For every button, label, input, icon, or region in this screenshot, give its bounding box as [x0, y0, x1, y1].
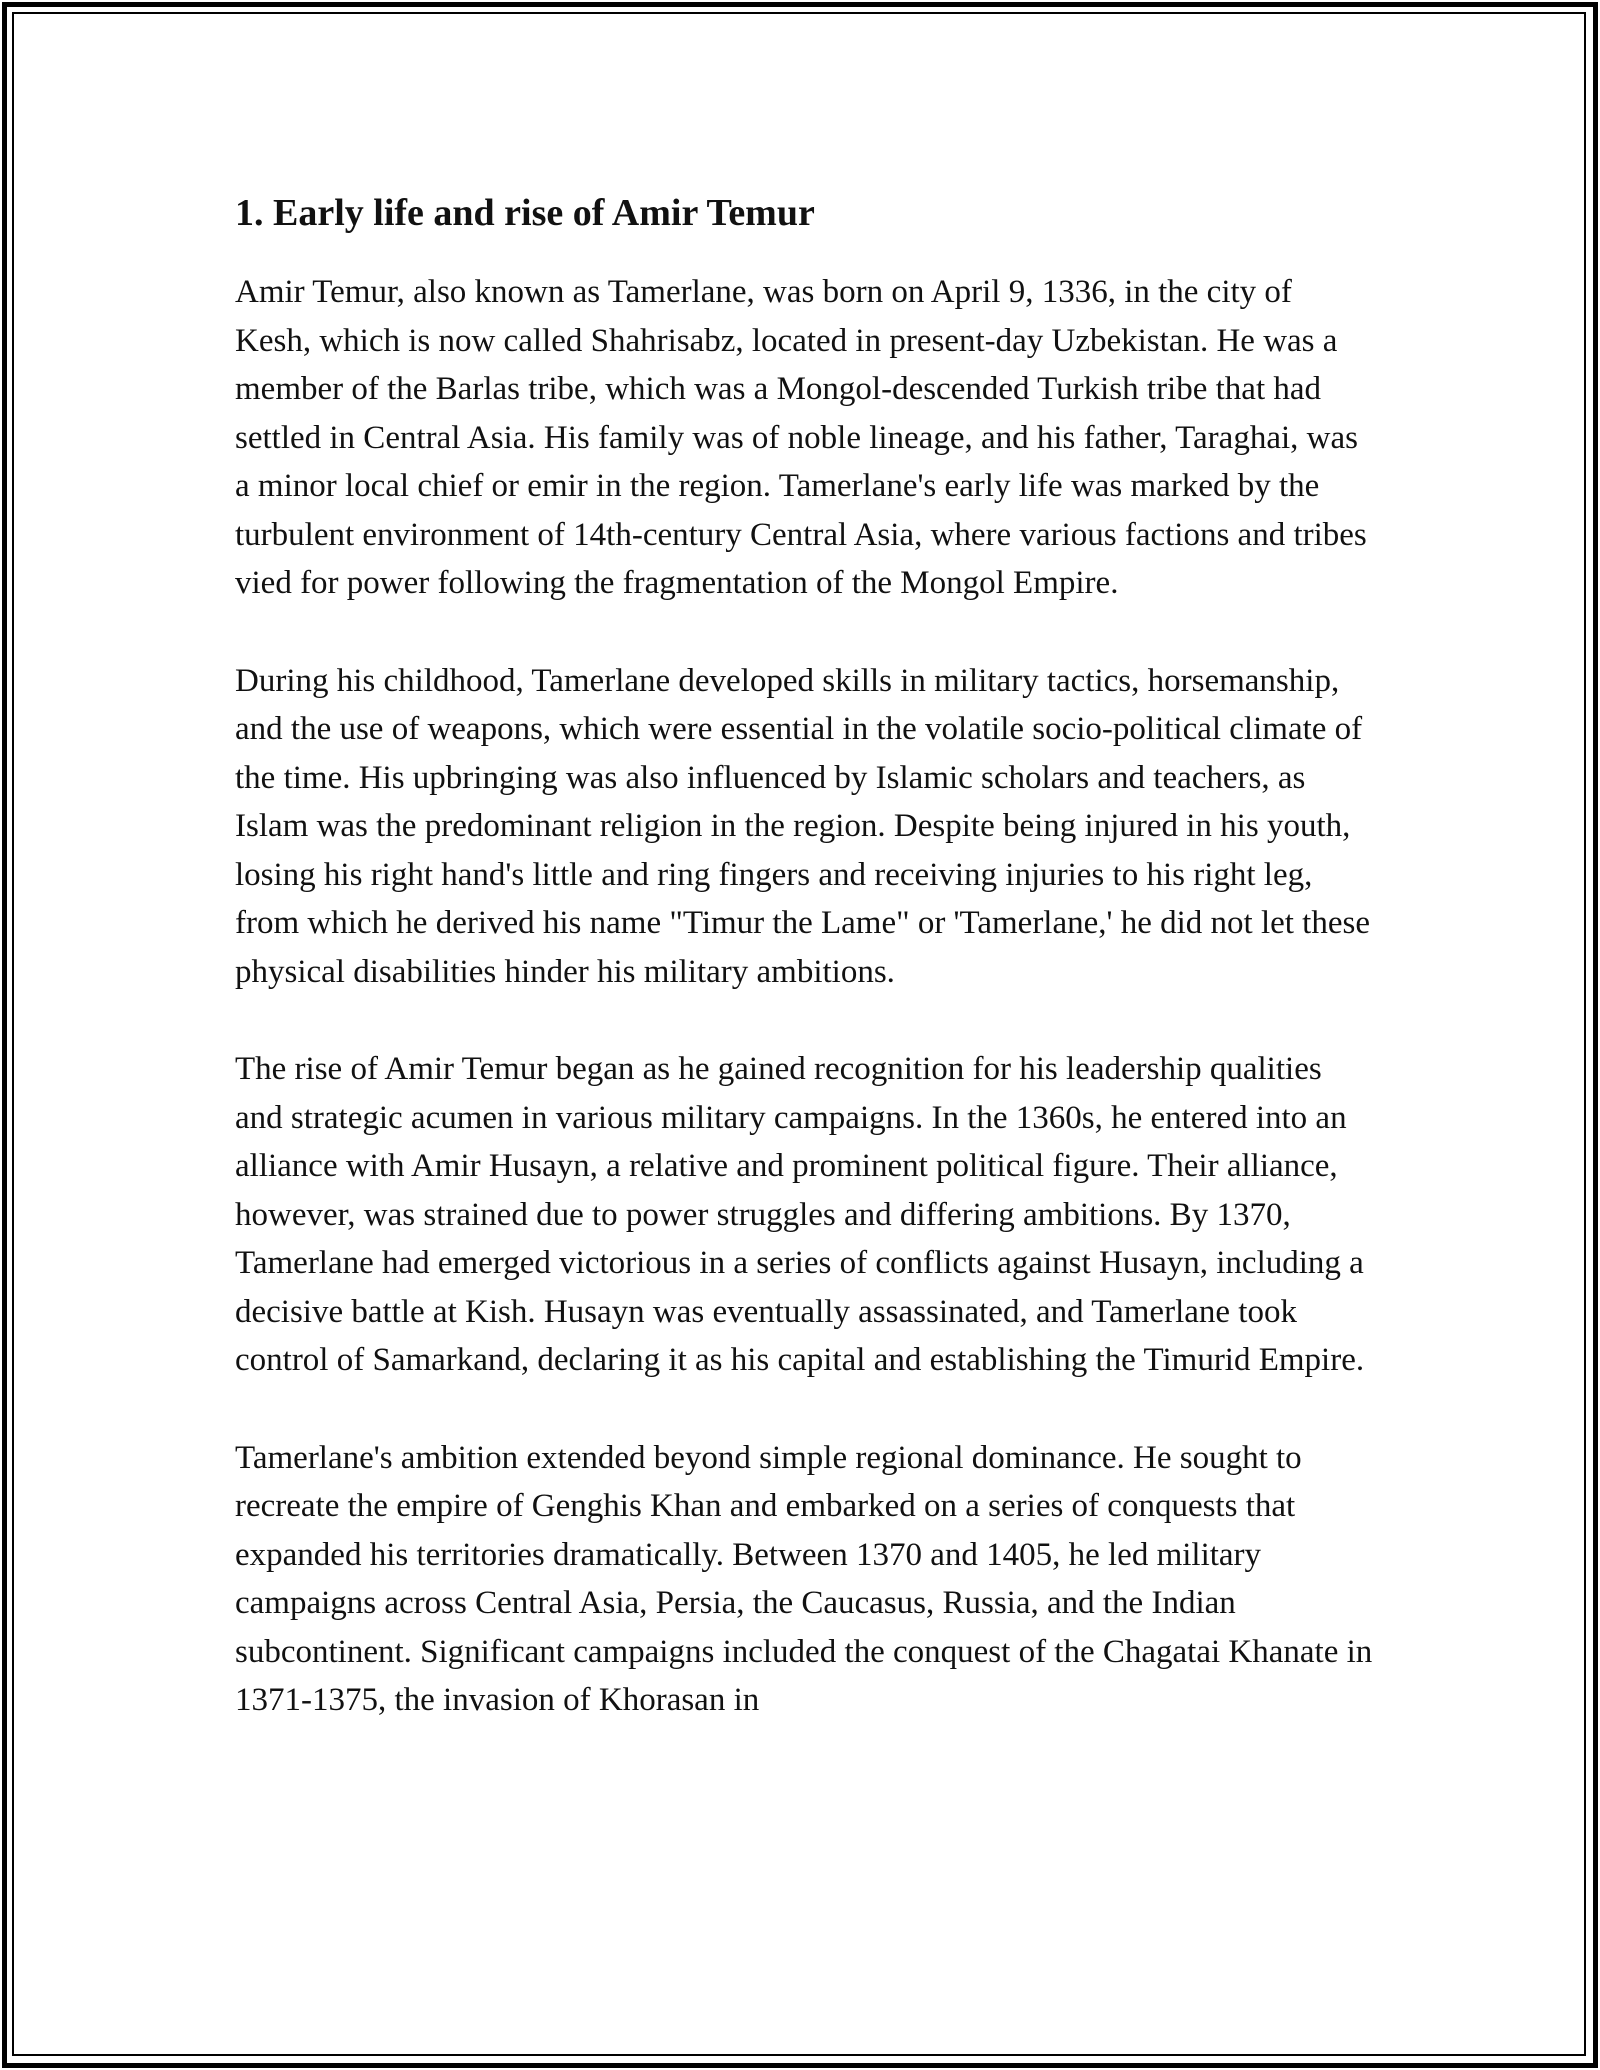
paragraph-ambition: Tamerlane's ambition extended beyond simple regional dominance. He sought to recreate the empire of Genghis Khan and embarked on a series of conquests that expanded his territories dramatically. Between 1370 and 1405, he led military campaigns across Central Asia, Persia, the Caucasus, Russia, and the Indian subcontinent. Significant campaigns included the conquest of the Chagatai Khanate in 1371-1375, the invasion of Khorasan in [235, 1439, 1373, 1718]
section-heading: 1. Early life and rise of Amir Temur [235, 192, 815, 234]
paragraph-early-life: Amir Temur, also known as Tamerlane, was born on April 9, 1336, in the city of Kesh, which is now called Shahrisabz, located in present-day Uzbekistan. He was a member of the Barlas tribe, which was a Mongol-descended Turkish tribe that had settled in Central Asia. His family was of noble lineage, and his father, Taraghai, was a minor local chief or emir in the region. Tamerlane's early life was marked by the turbulent environment of 14th-century Central Asia, where various factions and tribes vied for power following the fragmentation of the Mongol Empire. [235, 274, 1367, 601]
document-body [235, 186, 1375, 1774]
paragraph-rise: The rise of Amir Temur began as he gained recognition for his leadership qualities and strategic acumen in various military campaigns. In the 1360s, he entered into an alliance with Amir Husayn, a relative and prominent political figure. Their alliance, however, was strained due to power struggles and differing ambitions. By 1370, Tamerlane had emerged victorious in a series of conflicts against Husayn, including a decisive battle at Kish. Husayn was eventually assassinated, and Tamerlane took control of Samarkand, declaring it as his capital and establishing the Timurid Empire. [235, 1051, 1365, 1378]
paragraph-childhood: During his childhood, Tamerlane developed skills in military tactics, horsemanship, and the use of weapons, which were essential in the volatile socio-political climate of the time. His upbringing was also influenced by Islamic scholars and teachers, as Islam was the predominant religion in the region. Despite being injured in his youth, losing his right hand's little and ring fingers and receiving injuries to his right leg, from which he derived his name "Timur the Lame" or 'Tamerlane,' he did not let these physical disabilities hinder his military ambitions. [235, 662, 1370, 990]
